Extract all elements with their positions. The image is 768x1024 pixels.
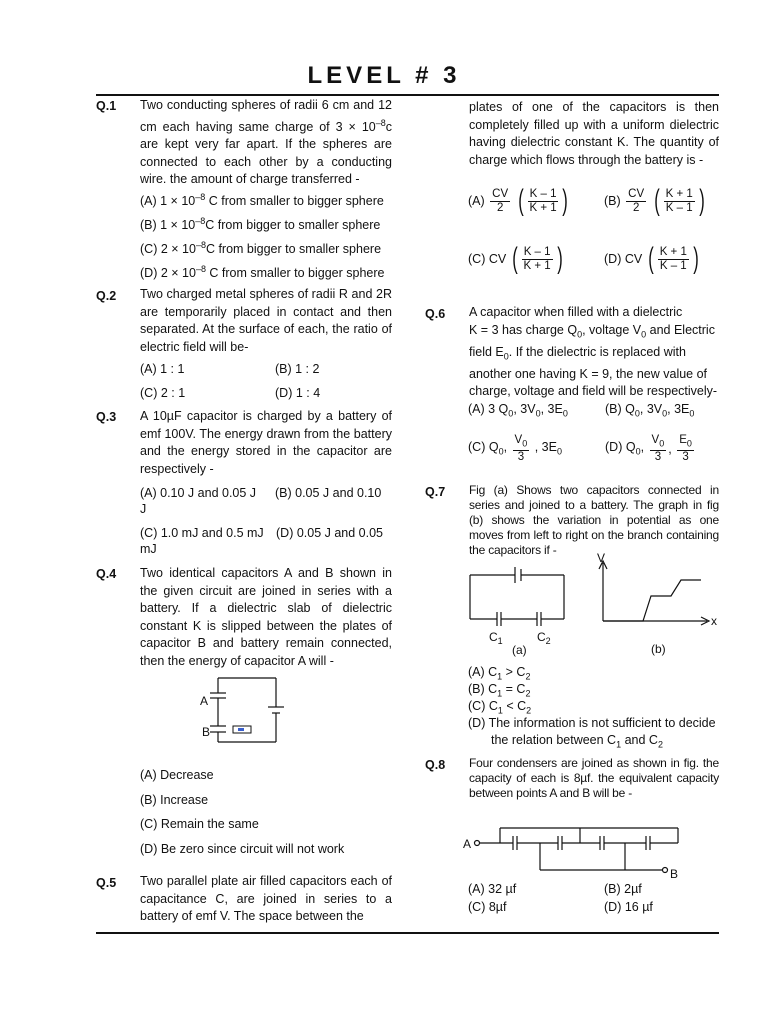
option-a[interactable]: (A) $C_1 > C_2$: [468, 665, 531, 682]
point-a-label: A: [463, 837, 472, 851]
question-number: Q.2: [96, 289, 117, 303]
option-a[interactable]: (A) $\frac{CV}{2}$ ( $\frac{K - 1}{K + 1}$ ): [468, 184, 569, 217]
title-rule: [96, 94, 719, 96]
page-title: LEVEL # 3: [307, 62, 461, 89]
circuit-diagram-q4: [195, 670, 295, 750]
option-b[interactable]: (B) $\frac{CV}{2}$ ( $\frac{K + 1}{K - 1}$ ): [604, 184, 705, 217]
option-c[interactable]: (C) $Q_0$, $\frac{V_0}{3}$ , $3E_0$: [468, 434, 562, 464]
question-text: Two charged metal spheres of radii R and 2R are temporarily placed in contact and then separated. At the surface of each, the ratio of electric field will be-: [140, 287, 392, 354]
v-axis-label: V: [597, 551, 606, 565]
c1-label: $C_1$: [489, 630, 503, 646]
option-c[interactable]: (C) 8µf: [468, 900, 507, 914]
option-a[interactable]: (A) 3 $Q_0$, $3V_0$, $3E_0$: [468, 402, 568, 419]
question-text: Fig (a) Shows two capacitors connected in series and joined to a battery. The graph in fig (b) shows the variation in potential as one moves from left to right on the branch containing the capacitors if -: [469, 483, 719, 557]
option-b[interactable]: (B) 1 : 2: [275, 362, 320, 376]
question-text: A capacitor when filled with a dielectric K = 3 has charge $Q_0$, voltage $V_0$ and Electric field $E_0$. If the dielectric is replaced with another one having K = 9, the new value of charge, voltage and field will be respectively-: [469, 305, 718, 398]
capacitor-a-label: A: [200, 694, 209, 708]
option-c[interactable]: (C) 1.0 mJ and 0.5 mJ: [140, 526, 264, 540]
question-number: Q.7: [425, 485, 446, 499]
option-c[interactable]: (C) Remain the same: [140, 817, 259, 831]
q7-figures: [465, 551, 725, 665]
option-c[interactable]: (C) $2 \times 10^{-8}C$ from bigger to smaller sphere: [140, 240, 382, 257]
option-a[interactable]: (A) 32 µf: [468, 882, 517, 896]
bottom-rule: [96, 932, 719, 934]
circuit-diagram-q8: [460, 828, 700, 888]
option-d[interactable]: (D) CV ( $\frac{K + 1}{K - 1}$ ): [604, 242, 699, 275]
option-d[interactable]: (D) Be zero since circuit will not work: [140, 842, 345, 856]
option-d-wrap: mJ: [140, 542, 157, 556]
option-d-wrap: the relation between $C_1$ and $C_2$: [491, 733, 663, 750]
option-b[interactable]: (B) Increase: [140, 793, 209, 807]
option-d[interactable]: (D) $Q_0$, $\frac{V_0}{3}$ , $\frac{E_0}{3}$: [605, 434, 692, 464]
capacitor-b-label: B: [202, 725, 211, 739]
option-d[interactable]: (D) 16 µf: [604, 900, 653, 914]
option-c[interactable]: (C) CV ( $\frac{K - 1}{K + 1}$ ): [468, 242, 563, 275]
option-a[interactable]: (A) Decrease: [140, 768, 214, 782]
option-b[interactable]: (B) $Q_0$, $3V_0$, $3E_0$: [605, 402, 695, 419]
point-b-label: B: [670, 867, 679, 881]
question-text: Two identical capacitors A and B shown in the given circuit are joined in series with a battery. If a dielectric slab of dielectric constant K is slipped between the plates of capacitor B and battery remain connected, then the energy of capacitor A will -: [140, 566, 392, 668]
question-number: Q.4: [96, 567, 117, 581]
question-number: Q.8: [425, 758, 446, 772]
option-a[interactable]: (A) 1 : 1: [140, 362, 185, 376]
option-c[interactable]: (C) 2 : 1: [140, 386, 186, 400]
question-text: Four condensers are joined as shown in fig. the capacity of each is 8µf. the equivalent capacity between points A and B will be -: [469, 756, 719, 800]
question-text: Two conducting spheres of radii 6 cm and 12 cm each having same charge of $3 \times 10^{-8}c$ are kept very far apart. If the spheres are connected to each other by a conducting wire. the amount of charge transferred -: [140, 98, 392, 187]
option-b[interactable]: (B) 0.05 J and 0.10: [275, 486, 382, 500]
question-text: A 10µF capacitor is charged by a battery of emf 100V. The energy drawn from the battery and the energy stored in the capacitor are respectively -: [140, 409, 392, 476]
question-text: Two parallel plate air filled capacitors each of capacitance C, are joined in series to a battery of emf V. The space between the: [140, 874, 392, 923]
fig-a-label: (a): [512, 643, 527, 657]
question-text-continued: plates of one of the capacitors is then completely filled up with a uniform dielectric having dielectric constant K. The quantity of charge which flows through the battery is -: [469, 100, 719, 167]
option-b[interactable]: (B) $C_1 = C_2$: [468, 682, 531, 699]
option-c[interactable]: (C) $C_1 < C_2$: [468, 699, 532, 716]
option-d[interactable]: (D) 0.05 J and 0.05: [276, 526, 384, 540]
c2-label: $C_2$: [537, 630, 551, 646]
question-number: Q.5: [96, 876, 117, 890]
option-d[interactable]: (D) The information is not sufficient to decide: [468, 716, 716, 730]
option-d[interactable]: (D) $2 \times 10^{-8}$ C from smaller to bigger sphere: [140, 264, 385, 281]
question-number: Q.3: [96, 410, 117, 424]
option-a[interactable]: (A) 0.10 J and 0.05 J: [140, 486, 257, 500]
x-axis-label: x: [711, 614, 717, 628]
option-d[interactable]: (D) 1 : 4: [275, 386, 321, 400]
option-b[interactable]: (B) 2µf: [604, 882, 642, 896]
question-number: Q.6: [425, 307, 446, 321]
option-b-wrap: J: [140, 502, 147, 516]
question-number: Q.1: [96, 99, 117, 113]
option-a[interactable]: (A) $1 \times 10^{-8}$ C from smaller to bigger sphere: [140, 192, 384, 209]
option-b[interactable]: (B) $1 \times 10^{-8}C$ from bigger to smaller sphere: [140, 216, 381, 233]
fig-b-label: (b): [651, 642, 666, 656]
